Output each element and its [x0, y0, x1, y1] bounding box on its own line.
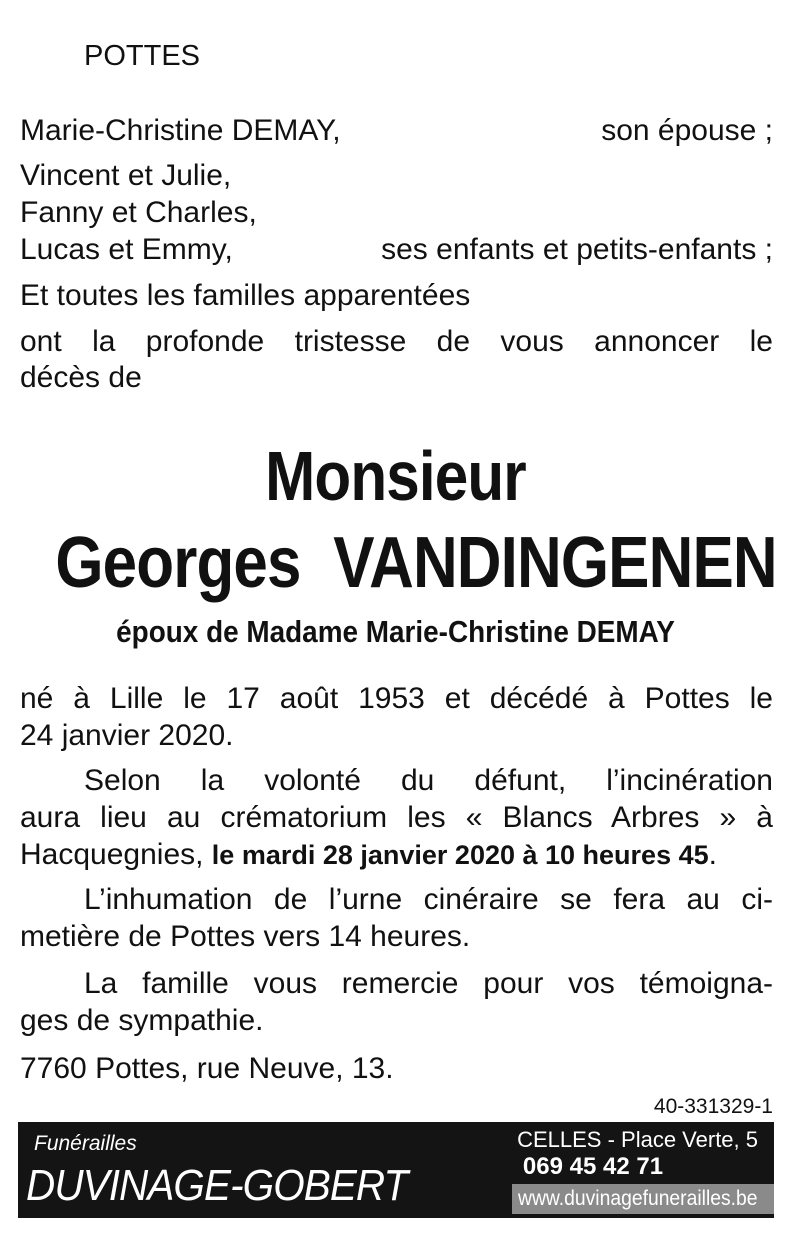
child-couple-2: Fanny et Charles, — [20, 196, 257, 229]
address-line: 7760 Pottes, rue Neuve, 13. — [20, 1052, 394, 1085]
funeral-label: Funérailles — [34, 1132, 137, 1155]
funeral-home-name: DUVINAGE-GOBERT — [26, 1161, 408, 1210]
website-bar — [512, 1184, 774, 1214]
birth-line-2: 24 janvier 2020. — [20, 719, 234, 752]
location-heading: POTTES — [84, 40, 201, 72]
wife-role: son épouse ; — [601, 114, 773, 147]
deceased-name: Georges VANDINGENEN — [55, 523, 777, 603]
burial-line-2: metière de Pottes vers 14 heures. — [20, 920, 471, 953]
funeral-home-banner — [18, 1122, 774, 1218]
thanks-line-1: La famille vous remercie pour vos témoigna- — [84, 967, 773, 1000]
announce-line-2: décès de — [20, 361, 142, 394]
child-couple-1: Vincent et Julie, — [20, 159, 232, 192]
birth-line-1: né à Lille le 17 août 1953 et décédé à Pottes le — [20, 682, 773, 715]
child-couple-3: Lucas et Emmy, — [20, 233, 233, 266]
deceased-title: Monsieur — [265, 437, 526, 515]
cremation-period: . — [708, 838, 717, 871]
cremation-datetime: le mardi 28 janvier 2020 à 10 heures 45 — [211, 840, 709, 870]
cremation-place: Hacquegnies, — [20, 838, 212, 871]
cremation-line-2: aura lieu au crématorium les « Blancs Arbres » à — [20, 801, 773, 834]
cremation-line-1: Selon la volonté du défunt, l’incinération — [84, 764, 773, 797]
burial-line-1: L’inhumation de l’urne cinéraire se fera au ci- — [84, 883, 773, 916]
funeral-address: CELLES - Place Verte, 5 — [517, 1127, 758, 1152]
thanks-line-2: ges de sympathie. — [20, 1004, 264, 1037]
reference-number: 40-331329-1 — [653, 1095, 773, 1118]
spouse-line: époux de Madame Marie-Christine DEMAY — [116, 614, 675, 649]
children-role: ses enfants et petits-enfants ; — [381, 233, 773, 266]
cremation-line-3 — [20, 837, 717, 873]
wife-name: Marie-Christine DEMAY, — [20, 114, 341, 147]
funeral-phone: 069 45 42 71 — [522, 1153, 664, 1180]
relatives-line: Et toutes les familles apparentées — [20, 279, 471, 312]
funeral-website[interactable]: www.duvinagefunerailles.be — [518, 1187, 758, 1210]
announce-line-1: ont la profonde tristesse de vous annoncer le — [20, 325, 773, 358]
